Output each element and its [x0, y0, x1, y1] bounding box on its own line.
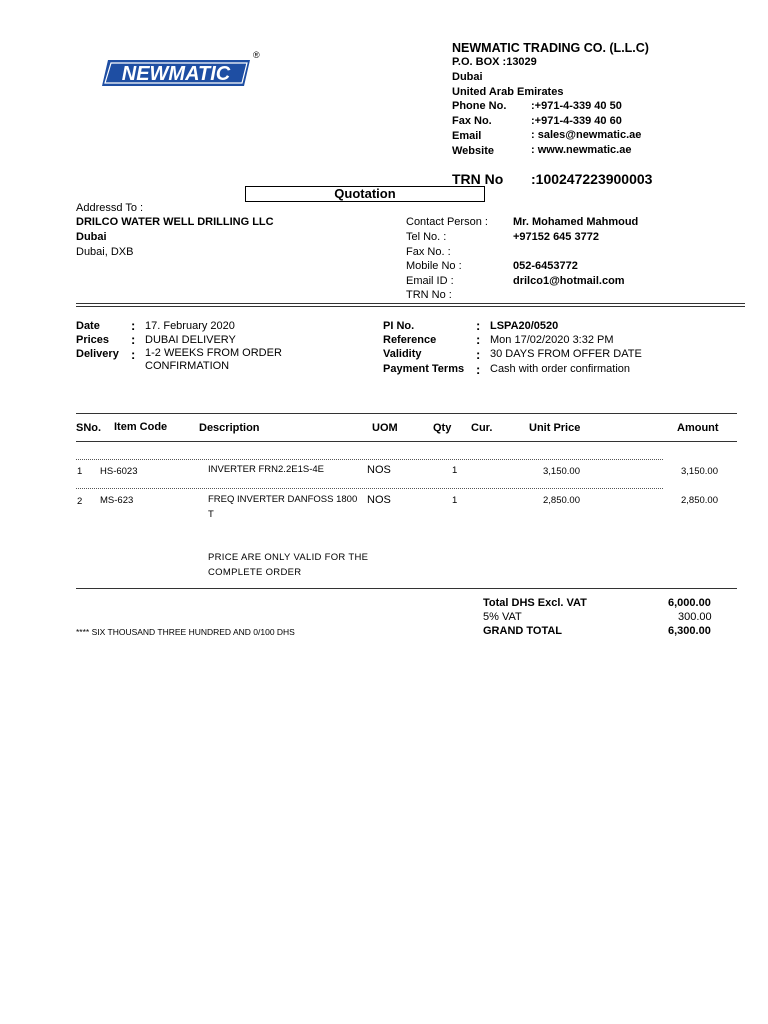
- pi-no-colon: :: [476, 318, 481, 333]
- prices-value: DUBAI DELIVERY: [145, 334, 236, 346]
- row-description: INVERTER FRN2.2E1S-4E: [208, 464, 324, 475]
- company-trn-label: TRN No: [452, 171, 504, 187]
- vat-label: 5% VAT: [483, 611, 522, 623]
- row-separator: [76, 488, 663, 489]
- vat-value: 300.00: [678, 611, 712, 623]
- mobile-label: Mobile No :: [406, 260, 462, 272]
- row-description-line2: T: [208, 509, 214, 520]
- delivery-label: Delivery: [76, 348, 119, 360]
- logo-text: NEWMATIC: [121, 63, 231, 85]
- reference-value: Mon 17/02/2020 3:32 PM: [490, 334, 614, 346]
- row-qty: 1: [452, 465, 458, 476]
- addressed-label: Addressd To :: [76, 202, 144, 214]
- col-header-item-code: Item Code: [114, 421, 168, 433]
- price-note-line2: COMPLETE ORDER: [208, 567, 302, 578]
- amount-in-words: **** SIX THOUSAND THREE HUNDRED AND 0/100 DHS: [76, 627, 295, 637]
- divider-double: [76, 303, 745, 307]
- total-excl-vat-label: Total DHS Excl. VAT: [483, 597, 587, 609]
- pi-no-value: LSPA20/0520: [490, 320, 559, 332]
- row-unit-price: 2,850.00: [543, 495, 580, 506]
- fax-no-label: Fax No. :: [406, 246, 451, 258]
- customer-trn-label: TRN No :: [406, 289, 452, 301]
- contact-person-label: Contact Person :: [406, 216, 488, 228]
- row-qty: 1: [452, 495, 458, 506]
- date-label: Date: [76, 320, 100, 332]
- fax-value: :+971-4-339 40 60: [531, 115, 622, 127]
- company-country: United Arab Emirates: [452, 86, 564, 98]
- validity-colon: :: [476, 347, 481, 362]
- table-top-rule: [76, 413, 737, 414]
- reference-colon: :: [476, 332, 481, 347]
- col-header-cur: Cur.: [471, 422, 493, 434]
- col-header-sno: SNo.: [76, 422, 102, 434]
- document-title: Quotation: [245, 186, 485, 202]
- customer-name: DRILCO WATER WELL DRILLING LLC: [76, 216, 274, 228]
- row-sno: 2: [77, 496, 83, 507]
- tel-value: +97152 645 3772: [513, 231, 599, 243]
- col-header-amount: Amount: [677, 422, 719, 434]
- date-value: 17. February 2020: [145, 320, 235, 332]
- col-header-description: Description: [199, 422, 260, 434]
- newmatic-logo: [100, 54, 256, 90]
- row-amount: 2,850.00: [681, 495, 718, 506]
- total-excl-vat-value: 6,000.00: [668, 597, 711, 609]
- row-sno: 1: [77, 466, 83, 477]
- price-note-line1: PRICE ARE ONLY VALID FOR THE: [208, 552, 369, 563]
- email-value: : sales@newmatic.ae: [531, 129, 642, 141]
- validity-label: Validity: [383, 348, 422, 360]
- row-separator: [76, 459, 663, 460]
- row-item-code: MS-623: [100, 495, 134, 506]
- customer-city: Dubai: [76, 231, 107, 243]
- prices-label: Prices: [76, 334, 110, 346]
- payment-terms-label: Payment Terms: [383, 363, 465, 375]
- grand-total-label: GRAND TOTAL: [483, 625, 563, 637]
- payment-terms-colon: :: [476, 362, 481, 377]
- col-header-uom: UOM: [372, 422, 398, 434]
- row-uom: NOS: [367, 464, 391, 476]
- col-header-qty: Qty: [433, 422, 452, 434]
- validity-value: 30 DAYS FROM OFFER DATE: [490, 348, 642, 360]
- row-uom: NOS: [367, 494, 391, 506]
- registered-mark: ®: [253, 50, 260, 60]
- phone-label: Phone No.: [452, 100, 507, 112]
- delivery-colon: :: [131, 347, 136, 362]
- company-city: Dubai: [452, 71, 483, 83]
- company-name: NEWMATIC TRADING CO. (L.L.C): [452, 41, 649, 55]
- delivery-value: 1-2 WEEKS FROM ORDER: [145, 347, 282, 359]
- payment-terms-value: Cash with order confirmation: [490, 363, 631, 375]
- row-description: FREQ INVERTER DANFOSS 1800: [208, 494, 358, 505]
- row-unit-price: 3,150.00: [543, 466, 580, 477]
- date-colon: :: [131, 318, 136, 333]
- customer-address: Dubai, DXB: [76, 246, 134, 258]
- reference-label: Reference: [383, 334, 437, 346]
- table-header-rule: [76, 441, 737, 442]
- email-id-label: Email ID :: [406, 275, 454, 287]
- email-label: Email: [452, 130, 482, 142]
- col-header-unit-price: Unit Price: [529, 422, 581, 434]
- phone-value: :+971-4-339 40 50: [531, 100, 622, 112]
- fax-label: Fax No.: [452, 115, 492, 127]
- row-amount: 3,150.00: [681, 466, 718, 477]
- tel-label: Tel No. :: [406, 231, 447, 243]
- table-bottom-rule: [76, 588, 737, 589]
- delivery-value-line2: CONFIRMATION: [145, 360, 230, 372]
- website-label: Website: [452, 145, 494, 157]
- contact-person-value: Mr. Mohamed Mahmoud: [513, 216, 639, 228]
- company-trn-value: :100247223900003: [531, 171, 653, 187]
- row-item-code: HS-6023: [100, 466, 138, 477]
- email-id-value: drilco1@hotmail.com: [513, 275, 625, 287]
- pi-no-label: PI No.: [383, 320, 415, 332]
- website-value: : www.newmatic.ae: [531, 144, 632, 156]
- company-po-box: P.O. BOX :13029: [452, 56, 537, 68]
- grand-total-value: 6,300.00: [668, 625, 711, 637]
- mobile-value: 052-6453772: [513, 260, 578, 272]
- prices-colon: :: [131, 332, 136, 347]
